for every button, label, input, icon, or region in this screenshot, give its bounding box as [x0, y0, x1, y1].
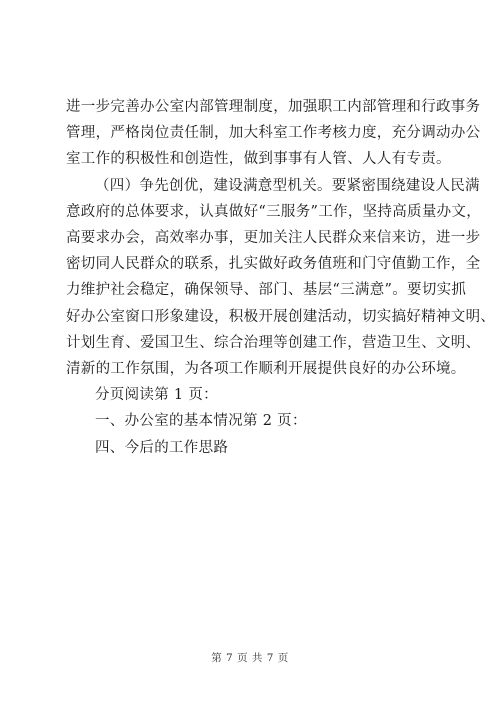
- document-body: [66, 94, 496, 461]
- paragraph-pagination-note: [66, 382, 438, 408]
- paragraph-excellence: [66, 173, 496, 383]
- text-line: 四、今后的工作思路: [95, 439, 229, 456]
- text-line: 密切同人民群众的联系，扎实做好政务值班和门守值勤工作，全: [66, 256, 481, 273]
- paragraph-section-link-1: [66, 408, 438, 434]
- text-line: 管理，严格岗位责任制，加大科室工作考核力度，充分调动办公: [66, 125, 481, 142]
- text-line: 好办公室窗口形象建设，积极开展创建活动，切实搞好精神文明、: [66, 308, 496, 325]
- text-line: 一、办公室的基本情况第 2 页：: [95, 413, 307, 430]
- page-number-label: 第 7 页 共 7 页: [211, 652, 289, 664]
- text-line: 进一步完善办公室内部管理制度，加强职工内部管理和行政事务: [66, 99, 481, 115]
- text-line: 高要求办会，高效率办事，更加关注人民群众来信来访，进一步: [66, 230, 481, 247]
- text-line: 力维护社会稳定，确保领导、部门、基层“三满意”。要切实抓: [66, 282, 467, 299]
- paragraph-management: [66, 94, 481, 173]
- text-line: 室工作的积极性和创造性，做到事事有人管、人人有专责。: [66, 151, 451, 168]
- text-line: 计划生育、爱国卫生、综合治理等创建工作，营造卫生、文明、: [66, 334, 481, 351]
- text-line: （四）争先创优，建设满意型机关。要紧密围绕建设人民满: [95, 177, 480, 194]
- text-line: 意政府的总体要求，认真做好“三服务”工作，坚持高质量办文，: [66, 203, 482, 220]
- text-line: 清新的工作氛围，为各项工作顺利开展提供良好的办公环境。: [66, 361, 466, 378]
- text-line: 分页阅读第 1 页：: [95, 387, 218, 404]
- paragraph-section-link-4: [66, 435, 438, 461]
- page-footer: [0, 650, 500, 665]
